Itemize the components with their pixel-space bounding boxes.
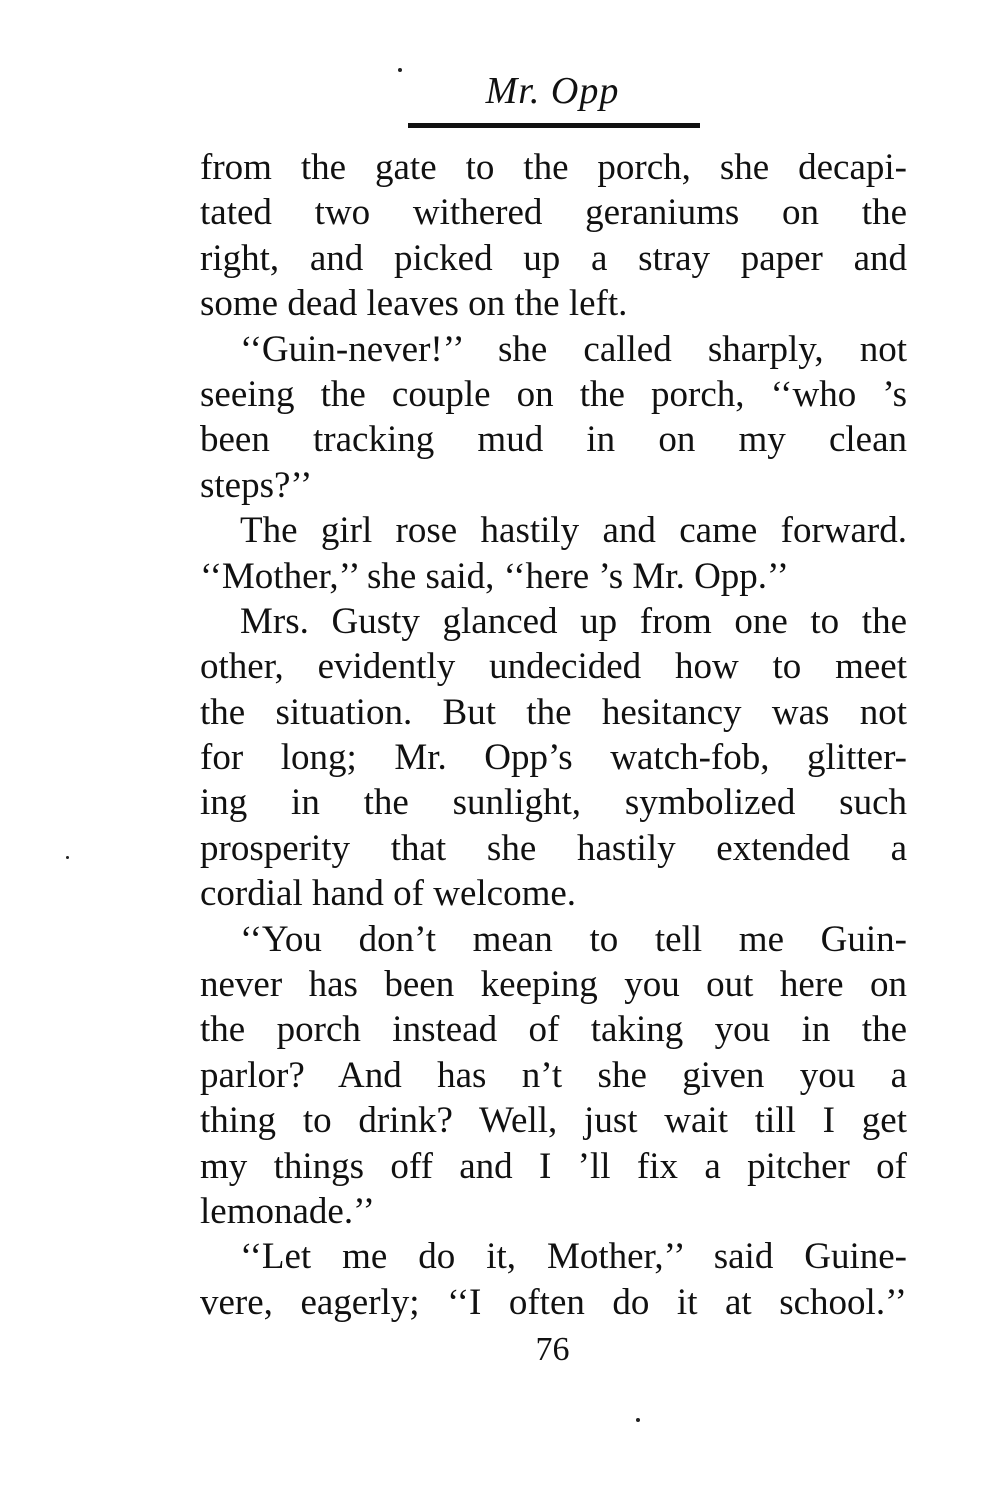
text-line: ‘‘You don’t mean to tell me Guin- [240,918,907,960]
text-line: ing in the sunlight, symbolized such [200,782,907,824]
header-rule [408,123,700,128]
text-line: been tracking mud in on my clean [200,419,907,461]
text-line: prosperity that she hastily extended a [200,827,907,869]
running-head-title: Mr. Opp [485,70,620,112]
text-line: vere, eagerly; ‘‘I often do it at school.’’ [200,1281,907,1323]
text-line: for long; Mr. Opp’s watch-fob, glitter- [200,737,907,779]
text-line: parlor? And has n’t she given you a [200,1054,907,1096]
text-line: thing to drink? Well, just wait till I get [200,1100,907,1142]
text-line: lemonade.’’ [200,1190,375,1232]
text-line: my things off and I ’ll fix a pitcher of [200,1145,907,1187]
text-line: ‘‘Guin-never!’’ she called sharply, not [240,328,907,370]
text-line: the porch instead of taking you in the [200,1009,907,1051]
text-line: some dead leaves on the left. [200,283,628,325]
text-line: cordial hand of welcome. [200,873,577,915]
text-line: from the gate to the porch, she decapi- [200,147,907,188]
page-number: 76 [535,1331,570,1368]
text-line: never has been keeping you out here on [200,964,907,1006]
text-line: ‘‘Mother,’’ she said, ‘‘here ’s Mr. Opp.’’ [200,555,789,597]
text-line: the situation. But the hesitancy was not [200,691,907,733]
text-line: right, and picked up a stray paper and [200,237,907,279]
text-line: other, evidently undecided how to meet [200,646,907,688]
print-speck [66,856,69,859]
body-text [200,145,907,1325]
text-line: seeing the couple on the porch, ‘‘who ’s [200,373,907,415]
text-line: Mrs. Gusty glanced up from one to the [240,600,907,642]
text-line: ‘‘Let me do it, Mother,’’ said Guine- [240,1236,907,1278]
text-line: The girl rose hastily and came forward. [240,510,907,552]
print-speck [398,68,402,72]
print-speck [636,1418,640,1422]
text-line: tated two withered geraniums on the [200,192,907,234]
text-line: steps?’’ [200,464,313,506]
